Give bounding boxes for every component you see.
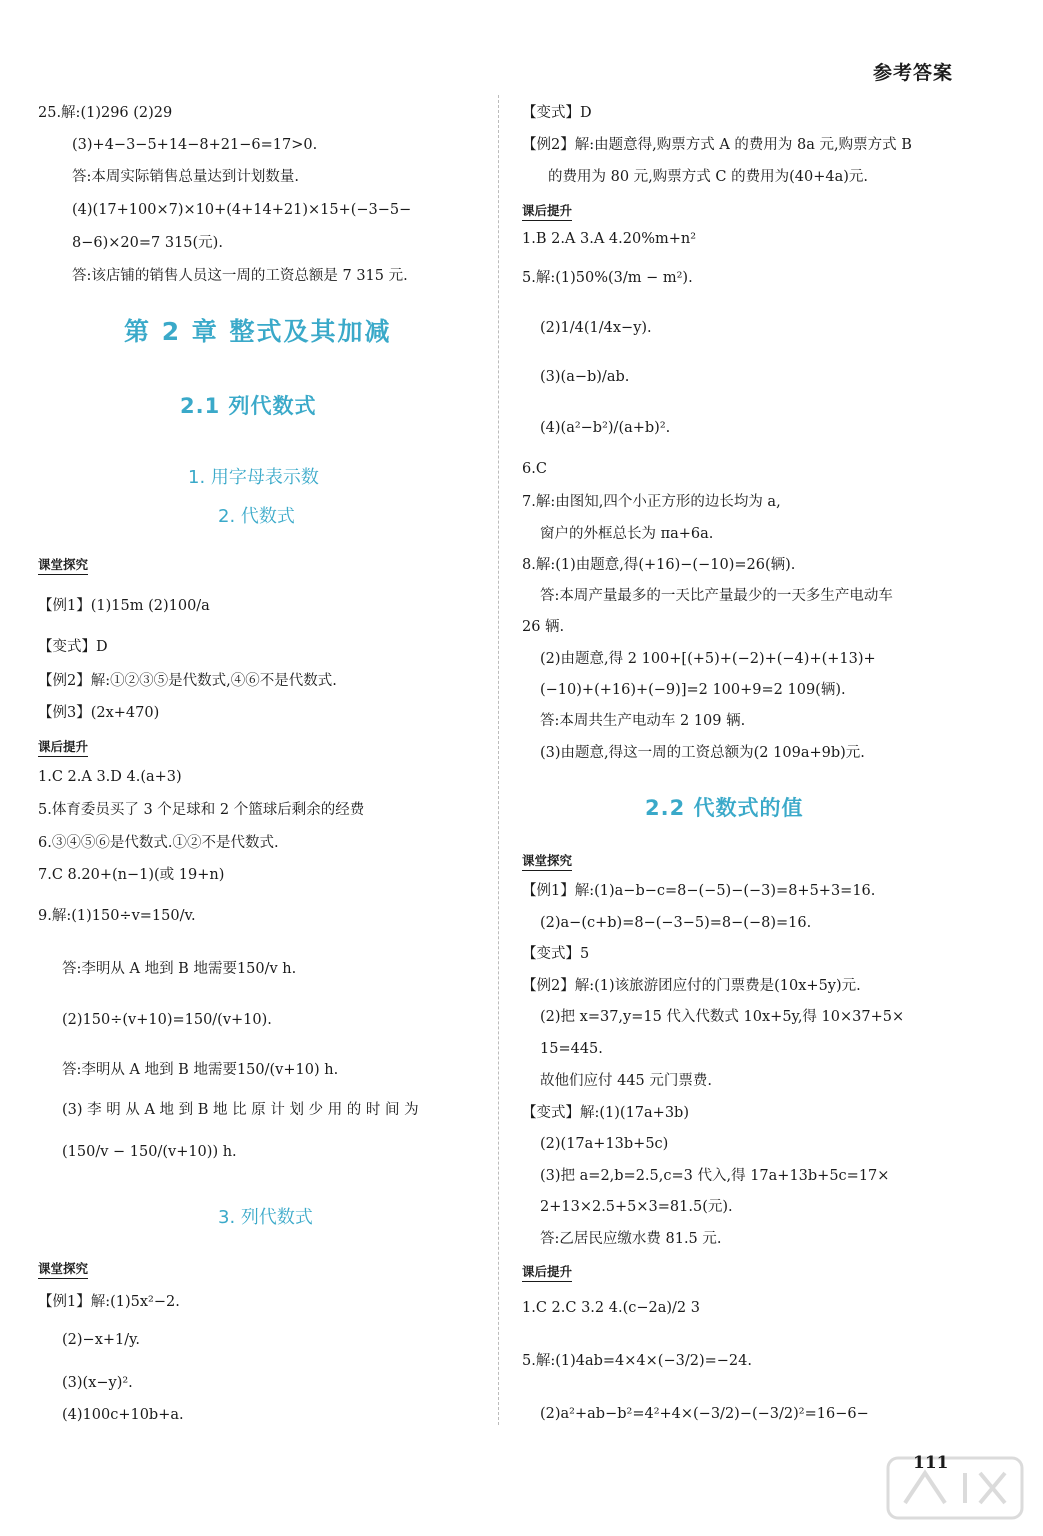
answer-line: (3)(x−y)². <box>62 1375 133 1391</box>
answer-line: 6.C <box>522 461 547 477</box>
answer-line: (3) 李 明 从 A 地 到 B 地 比 原 计 划 少 用 的 时 间 为 <box>62 1102 419 1118</box>
answer-line: 答:李明从 A 地到 B 地需要150/v h. <box>62 961 297 977</box>
answer-line: (4)(17+100×7)×10+(4+14+21)×15+(−3−5− <box>72 202 412 218</box>
answer-line: 7.C 8.20+(n−1)(或 19+n) <box>38 867 225 883</box>
answer-line: (3)(a−b)/ab. <box>540 369 630 385</box>
section-tag: 课后提升 <box>522 201 572 221</box>
header-title: 参考答案 <box>872 62 953 84</box>
answer-line: 25.解:(1)296 (2)29 <box>38 105 173 121</box>
answer-line: 5.体育委员买了 3 个足球和 2 个篮球后剩余的经费 <box>38 802 365 818</box>
answer-line: 【例2】解:由题意得,购票方式 A 的费用为 8a 元,购票方式 B <box>522 137 912 153</box>
answer-line: (2)a−(c+b)=8−(−3−5)=8−(−8)=16. <box>540 915 812 931</box>
section-tag: 课后提升 <box>38 737 88 757</box>
answer-line: (4)(a²−b²)/(a+b)². <box>540 420 671 436</box>
answer-line: 8.解:(1)由题意,得(+16)−(−10)=26(辆). <box>522 557 796 573</box>
section-title: 2.1 列代数式 <box>180 394 317 418</box>
answer-line: (2)1/4(1/4x−y). <box>540 320 652 336</box>
answer-line: 【例1】解:(1)a−b−c=8−(−5)−(−3)=8+5+3=16. <box>522 883 876 899</box>
answer-line: 5.解:(1)4ab=4×4×(−3/2)=−24. <box>522 1353 752 1369</box>
answer-line: 答:该店铺的销售人员这一周的工资总额是 7 315 元. <box>72 268 408 284</box>
answer-line: (−10)+(+16)+(−9)]=2 100+9=2 109(辆). <box>540 682 846 698</box>
answer-line: 1.B 2.A 3.A 4.20%m+n² <box>522 231 697 247</box>
answer-line: 的费用为 80 元,购票方式 C 的费用为(40+4a)元. <box>548 169 868 185</box>
answer-line: (2)把 x=37,y=15 代入代数式 10x+5y,得 10×37+5× <box>540 1009 905 1025</box>
answer-line: 【变式】D <box>38 639 108 655</box>
answer-line: (150/v − 150/(v+10)) h. <box>62 1144 237 1160</box>
answer-line: 窗户的外框总长为 πa+6a. <box>540 526 714 542</box>
answer-line: (3)由题意,得这一周的工资总额为(2 109a+9b)元. <box>540 745 865 761</box>
watermark-logo <box>880 1448 1030 1528</box>
answer-line: (3)把 a=2,b=2.5,c=3 代入,得 17a+13b+5c=17× <box>540 1168 890 1184</box>
column-divider <box>498 95 499 1425</box>
section-tag: 课堂探究 <box>38 555 88 575</box>
answer-line: (4)100c+10b+a. <box>62 1407 184 1423</box>
answer-line: (2)由题意,得 2 100+[(+5)+(−2)+(−4)+(+13)+ <box>540 651 876 667</box>
answer-line: 1.C 2.A 3.D 4.(a+3) <box>38 769 182 785</box>
answer-line: 2+13×2.5+5×3=81.5(元). <box>540 1199 733 1215</box>
subsection-title: 1. 用字母表示数 <box>188 467 319 488</box>
answer-line: 答:本周产量最多的一天比产量最少的一天多生产电动车 <box>540 588 893 604</box>
answer-line: 【变式】5 <box>522 946 590 962</box>
answer-line: (2)−x+1/y. <box>62 1332 141 1348</box>
answer-line: (2)150÷(v+10)=150/(v+10). <box>62 1012 272 1028</box>
answer-line: (2)(17a+13b+5c) <box>540 1136 669 1152</box>
answer-line: 【例3】(2x+470) <box>38 705 160 721</box>
answer-line: 【例1】解:(1)5x²−2. <box>38 1294 180 1310</box>
answer-line: 9.解:(1)150÷v=150/v. <box>38 908 196 924</box>
answer-line: 15=445. <box>540 1041 603 1057</box>
answer-line: 答:本周实际销售总量达到计划数量. <box>72 169 299 185</box>
answer-line: 【变式】解:(1)(17a+3b) <box>522 1105 689 1121</box>
answer-line: 7.解:由图知,四个小正方形的边长均为 a, <box>522 494 781 510</box>
answer-line: 【例2】解:(1)该旅游团应付的门票费是(10x+5y)元. <box>522 978 861 994</box>
answer-line: 【例2】解:①②③⑤是代数式,④⑥不是代数式. <box>38 673 337 689</box>
answer-line: 【变式】D <box>522 105 592 121</box>
subsection-title: 2. 代数式 <box>218 506 295 527</box>
answer-line: 5.解:(1)50%(3/m − m²). <box>522 270 693 286</box>
answer-line: 6.③④⑤⑥是代数式.①②不是代数式. <box>38 835 279 851</box>
answer-line: 1.C 2.C 3.2 4.(c−2a)/2 3 <box>522 1300 700 1316</box>
answer-line: 答:李明从 A 地到 B 地需要150/(v+10) h. <box>62 1062 339 1078</box>
answer-line: 26 辆. <box>522 619 565 635</box>
answer-line: (2)a²+ab−b²=4²+4×(−3/2)−(−3/2)²=16−6− <box>540 1406 869 1422</box>
answer-line: 答:本周共生产电动车 2 109 辆. <box>540 713 746 729</box>
subsection-title: 3. 列代数式 <box>218 1207 313 1228</box>
section-tag: 课堂探究 <box>38 1259 88 1279</box>
section-title: 2.2 代数式的值 <box>645 796 804 820</box>
section-tag: 课堂探究 <box>522 851 572 871</box>
answer-line: 8−6)×20=7 315(元). <box>72 235 223 251</box>
answer-line: (3)+4−3−5+14−8+21−6=17>0. <box>72 137 318 153</box>
answer-line: 【例1】(1)15m (2)100/a <box>38 598 210 614</box>
chapter-title: 第 2 章 整式及其加减 <box>124 317 392 346</box>
answer-line: 故他们应付 445 元门票费. <box>540 1073 713 1089</box>
answer-line: 答:乙居民应缴水费 81.5 元. <box>540 1231 722 1247</box>
page-number: 111 <box>913 1453 949 1473</box>
section-tag: 课后提升 <box>522 1262 572 1282</box>
